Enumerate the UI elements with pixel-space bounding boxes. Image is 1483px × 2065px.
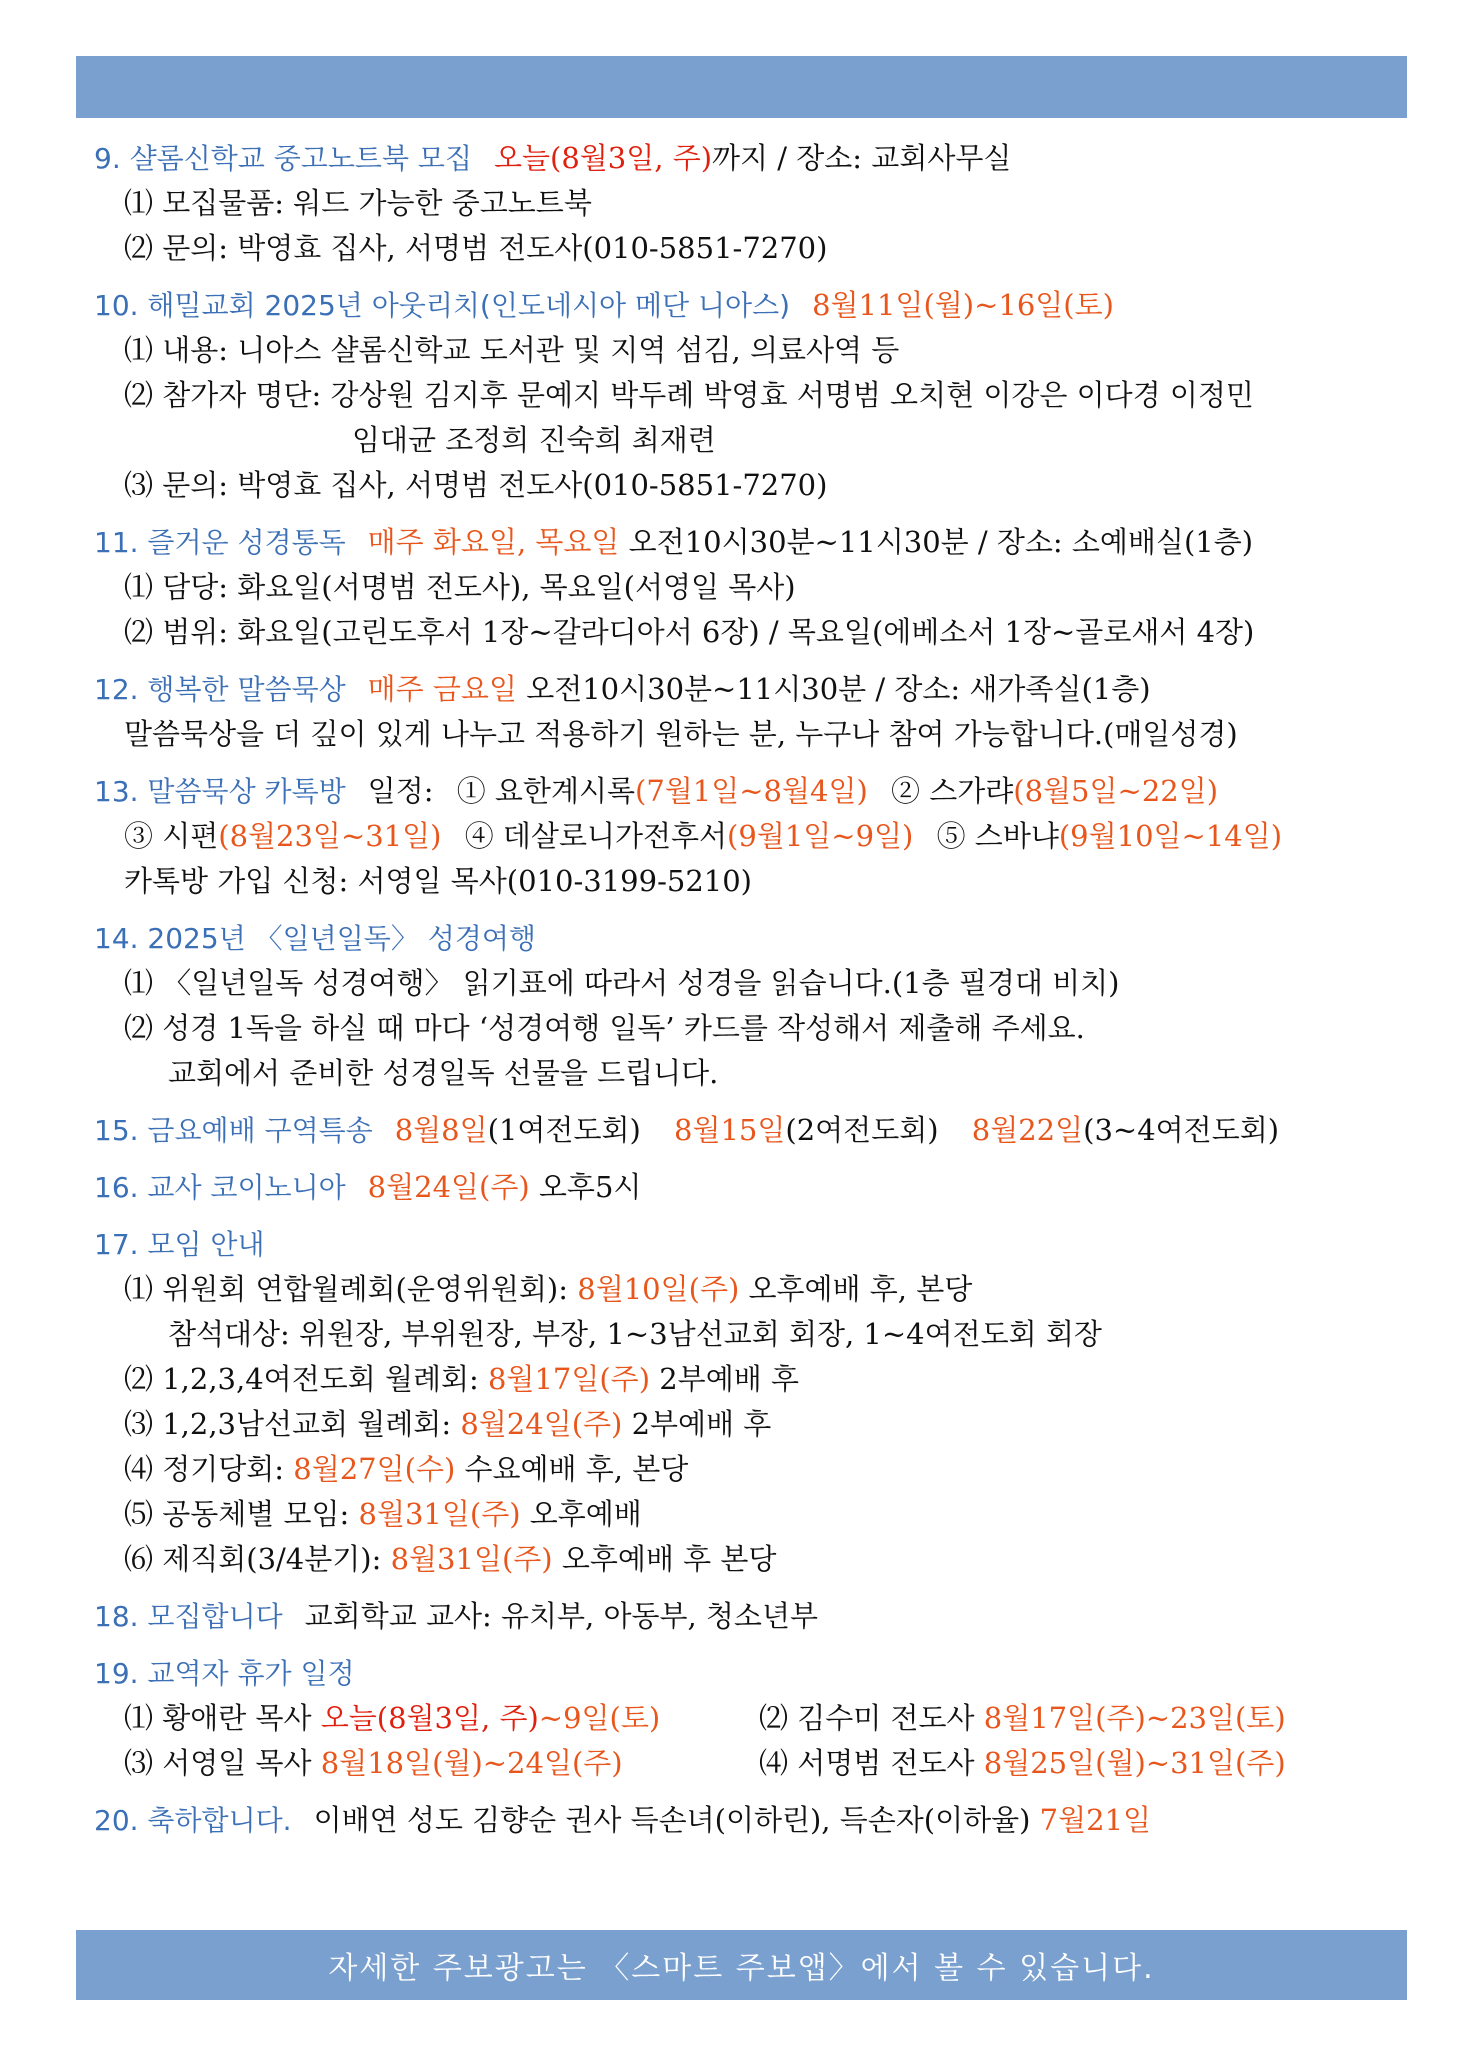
vacation-period: 8월25일(월)~31일(주) bbox=[983, 1746, 1286, 1780]
announcement-item: ⑶ 문의: 박영효 집사, 서명범 전도사(010-5851-7270) bbox=[124, 468, 828, 502]
vacation-entry bbox=[124, 1696, 759, 1741]
announcement-9-heading bbox=[94, 136, 1394, 181]
book-date: (8월5일~22일) bbox=[1013, 774, 1219, 808]
announcement-11 bbox=[94, 520, 1394, 655]
announcement-18 bbox=[94, 1594, 1394, 1639]
vacation-start: 오늘(8월3일, 주) bbox=[320, 1701, 539, 1735]
announcement-list bbox=[94, 136, 1394, 1855]
announcement-13-heading bbox=[94, 769, 1394, 814]
announcement-item bbox=[94, 1357, 1394, 1402]
announcement-20-heading bbox=[94, 1798, 1394, 1843]
announcement-12 bbox=[94, 667, 1394, 757]
announcement-detail: 이배연 성도 김향순 권사 득손녀(이하린), 득손자(이하율) bbox=[313, 1803, 1031, 1837]
book-name: ③ 시편 bbox=[124, 819, 219, 853]
announcement-item: 말씀묵상을 더 깊이 있게 나누고 적용하기 원하는 분, 누구나 참여 가능합니다.(매일성경) bbox=[124, 717, 1238, 751]
book-date: (7월1일~8월4일) bbox=[635, 774, 868, 808]
schedule-label: 일정: bbox=[367, 774, 434, 808]
announcement-date: 8월15일 bbox=[674, 1113, 786, 1147]
announcement-date: 8월24일(주) bbox=[460, 1407, 623, 1441]
announcement-date: 매주 금요일 bbox=[367, 672, 517, 706]
announcement-item bbox=[94, 1537, 1394, 1582]
announcement-date: 8월22일 bbox=[971, 1113, 1084, 1147]
announcement-detail: 오후5시 bbox=[538, 1170, 642, 1204]
staff-name: ⑵ 김수미 전도사 bbox=[759, 1701, 975, 1735]
announcement-detail: 오전10시30분~11시30분 / 장소: 새가족실(1층) bbox=[526, 672, 1151, 706]
announcement-date: 8월11일(월)~16일(토) bbox=[812, 288, 1114, 322]
meeting-detail: 오후예배 후 본당 bbox=[561, 1542, 777, 1576]
announcement-11-heading bbox=[94, 520, 1394, 565]
announcement-title: 15. 금요예배 구역특송 bbox=[94, 1114, 373, 1147]
announcement-title: 14. 2025년 〈일년일독〉 성경여행 bbox=[94, 922, 536, 955]
announcement-item bbox=[94, 1447, 1394, 1492]
announcement-10 bbox=[94, 283, 1394, 508]
announcement-14-heading bbox=[94, 916, 1394, 961]
announcement-title: 18. 모집합니다 bbox=[94, 1600, 283, 1633]
meeting-name: ⑷ 정기당회: bbox=[124, 1452, 285, 1486]
group-name: (2여전도회) bbox=[785, 1113, 939, 1147]
announcement-18-heading bbox=[94, 1594, 1394, 1639]
announcement-17-heading bbox=[94, 1222, 1394, 1267]
book-date: (9월1일~9일) bbox=[727, 819, 914, 853]
announcement-14 bbox=[94, 916, 1394, 1096]
announcement-20 bbox=[94, 1798, 1394, 1843]
announcement-item: ⑵ 참가자 명단: 강상원 김지후 문예지 박두례 박영효 서명범 오치현 이강은 이다경 이정민 bbox=[124, 378, 1254, 412]
announcement-title: 16. 교사 코이노니아 bbox=[94, 1171, 346, 1204]
announcement-15-heading bbox=[94, 1108, 1394, 1153]
header-bar bbox=[76, 56, 1407, 118]
footer-bar bbox=[76, 1930, 1407, 2000]
announcement-10-heading bbox=[94, 283, 1394, 328]
staff-name: ⑶ 서영일 목사 bbox=[124, 1746, 312, 1780]
meeting-name: ⑵ 1,2,3,4여전도회 월례회: bbox=[124, 1362, 479, 1396]
announcement-date: 8월10일(주) bbox=[577, 1272, 740, 1306]
announcement-item: ⑴ 〈일년일독 성경여행〉 읽기표에 따라서 성경을 읽습니다.(1층 필경대 비치) bbox=[124, 966, 1120, 1000]
announcement-date: 8월17일(주) bbox=[487, 1362, 651, 1396]
vacation-entry bbox=[124, 1741, 759, 1786]
announcement-9 bbox=[94, 136, 1394, 271]
book-date: (8월23일~31일) bbox=[218, 819, 442, 853]
meeting-detail: 수요예배 후, 본당 bbox=[464, 1452, 689, 1486]
announcement-16 bbox=[94, 1165, 1394, 1210]
announcement-date: 오늘(8월3일, 주) bbox=[494, 141, 713, 175]
meeting-detail: 오후예배 bbox=[529, 1497, 642, 1531]
announcement-title: 11. 즐거운 성경통독 bbox=[94, 526, 346, 559]
announcement-title: 20. 축하합니다. bbox=[94, 1804, 292, 1837]
announcement-title: 10. 해밀교회 2025년 아웃리치(인도네시아 메단 니아스) bbox=[94, 289, 791, 322]
announcement-date: 7월21일 bbox=[1039, 1803, 1152, 1837]
meeting-name: ⑴ 위원회 연합월례회(운영위원회): bbox=[124, 1272, 569, 1306]
book-name: ② 스가랴 bbox=[891, 774, 1014, 808]
announcement-title: 19. 교역자 휴가 일정 bbox=[94, 1657, 355, 1690]
announcement-date: 8월24일(주) bbox=[367, 1170, 530, 1204]
book-name: ④ 데살로니가전후서 bbox=[464, 819, 728, 853]
announcement-date: 8월8일 bbox=[394, 1113, 488, 1147]
announcement-item-continued: 임대균 조정희 진숙희 최재련 bbox=[352, 423, 716, 457]
book-date: (9월10일~14일) bbox=[1058, 819, 1283, 853]
announcement-item bbox=[94, 814, 1394, 859]
vacation-entry bbox=[759, 1741, 1394, 1786]
vacation-end: ~9일(토) bbox=[538, 1701, 661, 1735]
announcement-item: ⑴ 모집물품: 워드 가능한 중고노트북 bbox=[124, 186, 592, 220]
announcement-item: 카톡방 가입 신청: 서영일 목사(010-3199-5210) bbox=[124, 864, 752, 898]
vacation-period: 8월17일(주)~23일(토) bbox=[983, 1701, 1286, 1735]
announcement-title: 13. 말씀묵상 카톡방 bbox=[94, 775, 346, 808]
vacation-period: 8월18일(월)~24일(주) bbox=[320, 1746, 623, 1780]
meeting-detail: 오후예배 후, 본당 bbox=[748, 1272, 973, 1306]
vacation-entry bbox=[759, 1696, 1394, 1741]
staff-name: ⑴ 황애란 목사 bbox=[124, 1701, 312, 1735]
footer-text: 자세한 주보광고는 〈스마트 주보앱〉에서 볼 수 있습니다. bbox=[328, 1951, 1155, 1986]
announcement-title: 12. 행복한 말씀묵상 bbox=[94, 673, 346, 706]
announcement-item-continued: 교회에서 준비한 성경일독 선물을 드립니다. bbox=[168, 1056, 719, 1090]
meeting-name: ⑶ 1,2,3남선교회 월례회: bbox=[124, 1407, 452, 1441]
meeting-detail: 2부예배 후 bbox=[631, 1407, 772, 1441]
announcement-15 bbox=[94, 1108, 1394, 1153]
announcement-item: ⑴ 담당: 화요일(서명범 전도사), 목요일(서영일 목사) bbox=[124, 570, 796, 604]
announcement-12-heading bbox=[94, 667, 1394, 712]
announcement-16-heading bbox=[94, 1165, 1394, 1210]
announcement-item bbox=[94, 1492, 1394, 1537]
announcement-title: 9. 샬롬신학교 중고노트북 모집 bbox=[94, 142, 472, 175]
announcement-item: ⑵ 성경 1독을 하실 때 마다 ‘성경여행 일독’ 카드를 작성해서 제출해 주세요. bbox=[124, 1011, 1085, 1045]
announcement-item bbox=[94, 1267, 1394, 1312]
staff-name: ⑷ 서명범 전도사 bbox=[759, 1746, 975, 1780]
announcement-item: ⑵ 문의: 박영효 집사, 서명범 전도사(010-5851-7270) bbox=[124, 231, 828, 265]
announcement-date: 매주 화요일, 목요일 bbox=[367, 525, 620, 559]
meeting-name: ⑹ 제직회(3/4분기): bbox=[124, 1542, 382, 1576]
announcement-item-continued: 참석대상: 위원장, 부위원장, 부장, 1~3남선교회 회장, 1~4여전도회 회장 bbox=[168, 1317, 1102, 1351]
announcement-item: ⑴ 내용: 니아스 샬롬신학교 도서관 및 지역 섬김, 의료사역 등 bbox=[124, 333, 900, 367]
group-name: (3~4여전도회) bbox=[1083, 1113, 1280, 1147]
announcement-19-heading bbox=[94, 1651, 1394, 1696]
announcement-date: 8월31일(주) bbox=[358, 1497, 521, 1531]
announcement-detail: 오전10시30분~11시30분 / 장소: 소예배실(1층) bbox=[628, 525, 1254, 559]
meeting-detail: 2부예배 후 bbox=[659, 1362, 799, 1396]
announcement-date: 8월31일(주) bbox=[390, 1542, 553, 1576]
book-name: ⑤ 스바냐 bbox=[936, 819, 1059, 853]
group-name: (1여전도회) bbox=[487, 1113, 641, 1147]
announcement-17 bbox=[94, 1222, 1394, 1582]
announcement-item bbox=[94, 1402, 1394, 1447]
announcement-detail: 교회학교 교사: 유치부, 아동부, 청소년부 bbox=[304, 1599, 818, 1633]
announcement-19 bbox=[94, 1651, 1394, 1786]
book-name: ① 요한계시록 bbox=[456, 774, 635, 808]
meeting-name: ⑸ 공동체별 모임: bbox=[124, 1497, 350, 1531]
announcement-13 bbox=[94, 769, 1394, 904]
announcement-detail: 까지 / 장소: 교회사무실 bbox=[712, 141, 1012, 175]
vacation-row bbox=[94, 1696, 1394, 1741]
vacation-row bbox=[94, 1741, 1394, 1786]
announcement-date: 8월27일(수) bbox=[293, 1452, 456, 1486]
announcement-title: 17. 모임 안내 bbox=[94, 1228, 265, 1261]
announcement-item: ⑵ 범위: 화요일(고린도후서 1장~갈라디아서 6장) / 목요일(에베소서 1장~골로새서 4장) bbox=[124, 615, 1255, 649]
